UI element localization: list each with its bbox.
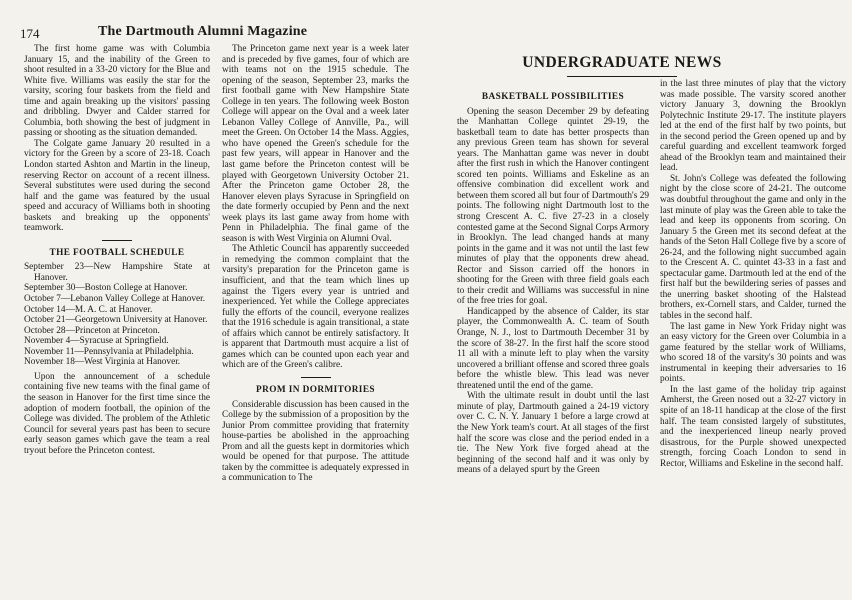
magazine-title: The Dartmouth Alumni Magazine [98, 24, 308, 39]
schedule-item: November 11—Pennsylvania at Philadelphia. [24, 346, 194, 357]
schedule-item: October 7—Lebanon Valley College at Hanover. [24, 294, 206, 305]
section-heading-football-schedule: THE FOOTBALL SCHEDULE [49, 247, 185, 258]
paragraph: The first home game was with Columbia January 15, and the inability of the Green to shoot resulted in a 33-20 victory for the Blue and White five. Williams was easily the star for the varsity, scoring four baskets from the field and time and again breaking up the visitors' passing and dribbling. Dwyer and Calder starred for Columbia, both showing the best of judgment in passing or shooting as the situation demanded. [24, 44, 210, 139]
page-number: 174 [20, 26, 40, 41]
paragraph: Handicapped by the absence of Calder, its star player, the Commonwealth A. C. team of South Orange, N. J., lost to Dartmouth December 31 by the score of 38-27. In the first half the score stood 11 all with a minute left to play when the varsity uncovered a brilliant offense and scored three goals before the whistle blew. This lead was never threatened until the end of the game. [457, 306, 649, 391]
paragraph: Considerable discussion has been caused in the College by the submission of a proposition by the Junior Prom committee providing that fraternity house-parties be abolished in the approaching Prom and all the guests kept in dormitories which would be opened for that purpose. The attitude taken by the committee is adequately expressed in a communication to The [222, 399, 409, 484]
paragraph: Upon the announcement of a schedule containing five new teams with the final game of the season in Hanover for the first time since the adoption of modern football, the opinion of the College was divided. The problem of the Athletic Council for several years past has been to secure early season games which gave the team a real tryout before the Princeton contest. [24, 371, 210, 456]
paragraph: The Athletic Council has apparently succeeded in remedying the common complaint that the varsity's preparation for the Princeton game is insufficient, and that the team which lines up against the Tigers every year is untried and inexperienced. Yet while the College appreciates fully the efforts of the council, everyone realizes that the 1916 schedule is again transitional, a state of affairs which cannot be entirely satisfactory. It is apparent that Dartmouth must acquire a list of games which can be counted upon each year and which are of the Green's calibre. [222, 244, 409, 371]
paragraph: With the ultimate result in doubt until the last minute of play, Dartmouth gained a 24-19 victory over C. C. N. Y. January 1 before a large crowd at the New York team's court. At all stages of the first half the score was close and the period ended in a tie. The New York five forged ahead at the beginning of the second half and it was only by means of a delayed spurt by the Green [457, 391, 649, 476]
column-2 [222, 44, 409, 484]
divider [102, 240, 132, 241]
section-heading-prom: PROM IN DORMITORIES [256, 384, 375, 395]
undergraduate-news-title: UNDERGRADUATE NEWS [522, 54, 722, 71]
schedule-item: October 28—Princeton at Princeton. [24, 325, 160, 336]
schedule-item: October 21—Georgetown University at Hanover. [24, 315, 208, 326]
title-rule [567, 76, 677, 77]
paragraph: The last game in New York Friday night was an easy victory for the Green over Columbia in a game featured by the stellar work of Williams, who scored 18 of the varsity's 30 points and was instrumental in keeping their adversaries to 16 points. [660, 321, 846, 385]
schedule-item: September 23—New Hampshire State at Hanover. [24, 262, 210, 283]
paragraph: In the last game of the holiday trip against Amherst, the Green nosed out a 32-27 victory in spite of an 18-11 handicap at the close of the first half. The team consisted largely of substitutes, and the inexperienced lineup nearly proved disastrous, for the Purple showed unexpected strength, forcing Coach London to send in Rector, Williams and Eskeline in the second half. [660, 384, 846, 469]
schedule-item: November 4—Syracuse at Springfield. [24, 336, 169, 347]
schedule-item: September 30—Boston College at Hanover. [24, 283, 188, 294]
schedule-item: October 14—M. A. C. at Hanover. [24, 304, 153, 315]
column-1 [24, 44, 210, 456]
paragraph: St. John's College was defeated the following night by the close score of 24-21. The outcome was doubtful throughout the game and only in the last minute of play was the Green able to take the lead and keep its opponents from scoring. On January 5 the Green met its second defeat at the hands of the Seton Hall College five by a score of 26-24, and the following night succumbed again to the Crescent A. C. quintet 43-33 in a fast and spectacular game. Dartmouth led at the end of the first half but the bewildering series of passes and the unerring basket shooting of the Halstead brothers, ex-Cornell stars, and Calder, turned the tables in the second half. [660, 173, 846, 322]
column-4 [660, 79, 846, 469]
section-heading-basketball: BASKETBALL POSSIBILITIES [481, 92, 625, 102]
paragraph: The Princeton game next year is a week later and is preceded by five games, four of which are with teams not on the 1915 schedule. The opening of the season, September 23, marks the first football game with New Hampshire State College in ten years. The following week Boston College will appear on the Oval and a week later Lebanon Valley College of Annville, Pa., will meet the Green. On October 14 the Mass. Aggies, who have opened the Green's schedule for the past few years, will appear in Hanover and the last game before the Princeton contest will be played with Georgetown University October 21. After the Princeton game October 28, the Hanover eleven plays Syracuse in Springfield on the date formerly occupied by Penn and the next week plays its last game away from home with Penn in Philadelphia. The final game of the season is with West Virginia on Alumni Oval. [222, 44, 409, 244]
paragraph: The Colgate game January 20 resulted in a victory for the Green by a score of 23-18. Coach London started Ashton and Martin in the lineup, reserving Rector on account of a recent illness. Several substitutes were used during the second half and the game was featured by the usual speed and accuracy of Williams both in shooting baskets and breaking up the opponents' teamwork. [24, 138, 210, 234]
column-3 [457, 79, 649, 476]
divider [301, 377, 331, 378]
paragraph: Opening the season December 29 by defeating the Manhattan College quintet 29-19, the basketball team to date has better prospects than any previous Green team has shown for several years. The Manhattan game was never in doubt after the first rush in which the Hanover contingent scored ten points. Williams and Eskeline as an offensive combination did excellent work and between them scored all but four of Dartmouth's 29 points. The following night Dartmouth lost to the strong Crescent A. C. five 27-23 in a closely contested game at the Second Signal Corps Armory in Brooklyn. The lead changed hands at many points in the game and it was not until the last few minutes of play that the opponents drew ahead. Rector and Sisson carried off the honors in shooting for the Green with three field goals each to their credit and Williams was successful in nine of the free tries for goal. [457, 106, 649, 307]
schedule-item: November 18—West Virginia at Hanover. [24, 357, 181, 368]
paragraph: in the last three minutes of play that the victory was made possible. The varsity scored another victory January 3, downing the Brooklyn Polytechnic Institute 29-17. The institute players led at the end of the first half by two points, but in the second period the Green opened up and by careful guarding and excellent teamwork forged ahead of the Brooklyn team and maintained their lead. [660, 79, 846, 174]
football-schedule-list [24, 262, 210, 367]
